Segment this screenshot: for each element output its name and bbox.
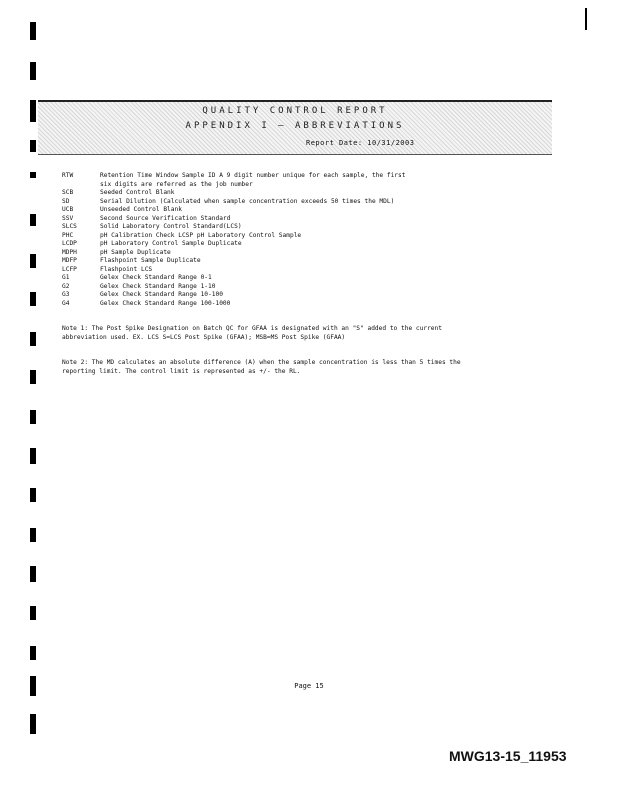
binder-mark [30, 172, 36, 178]
abbrev-desc: Flashpoint Sample Duplicate [100, 257, 201, 264]
list-item [62, 257, 512, 266]
abbrev-desc: pH Calibration Check LCSP pH Laboratory Control Sample [100, 231, 302, 239]
report-title: QUALITY CONTROL REPORT [202, 106, 388, 116]
abbrev-code: RTW [62, 172, 74, 179]
binder-mark [30, 22, 36, 40]
binder-mark [30, 714, 36, 734]
document-id: MWG13-15_11953 [449, 748, 567, 764]
list-item [62, 266, 512, 275]
abbrev-desc: Second Source Verification Standard [100, 214, 231, 222]
list-item [62, 249, 512, 258]
binder-mark [30, 214, 36, 226]
report-date: Report Date: 10/31/2003 [306, 139, 415, 147]
binder-mark [30, 566, 36, 582]
abbrev-desc: Unseeded Control Blank [100, 206, 182, 213]
list-item [62, 232, 512, 241]
list-item [62, 291, 512, 300]
list-item [62, 206, 512, 215]
binder-mark [30, 370, 36, 384]
list-item [62, 283, 512, 292]
abbrev-code: SSV [62, 214, 74, 222]
binder-mark [30, 410, 36, 424]
abbrev-desc: Seeded Control Blank [100, 189, 175, 196]
abbrev-code: UCB [62, 206, 74, 213]
abbrev-code: SCB [62, 189, 74, 196]
list-item [62, 198, 512, 207]
abbrev-code: G1 [62, 274, 70, 281]
abbrev-desc: Gelex Check Standard Range 100-1000 [100, 299, 231, 307]
abbrev-desc: pH Sample Duplicate [100, 248, 171, 256]
page-number: Page 15 [294, 682, 324, 690]
notes-section [62, 308, 512, 385]
abbrev-code: PHC [62, 231, 74, 239]
binder-mark [30, 646, 36, 660]
abbrev-desc: Flashpoint LCS [100, 265, 153, 273]
abbrev-code: LCFP [62, 265, 77, 273]
binder-mark [30, 292, 36, 306]
note-1: Note 1: The Post Spike Designation on Batch QC for GFAA is designated with an "S" added to the current abbreviation used. EX. LCS S=LCS Post Spike (GFAA); MSB=MS Post Spike (GFAA) [62, 325, 442, 341]
binder-mark [30, 62, 36, 80]
list-item [62, 240, 512, 249]
list-item [62, 274, 512, 283]
abbrev-code: LCDP [62, 240, 77, 247]
list-item [62, 189, 512, 198]
abbrev-code: G4 [62, 299, 70, 307]
report-subtitle: APPENDIX I — ABBREVIATIONS [185, 121, 405, 131]
binder-mark [30, 606, 36, 620]
binder-mark [30, 254, 36, 268]
abbrev-desc: Solid Laboratory Control Standard(LCS) [100, 223, 242, 230]
abbrev-code: MDPH [62, 248, 77, 256]
abbrev-desc: Gelex Check Standard Range 1-10 [100, 282, 216, 290]
abbrev-desc: Gelex Check Standard Range 0-1 [100, 274, 212, 281]
abbrev-code: SLCS [62, 223, 77, 230]
binder-mark [30, 528, 36, 542]
binder-mark [30, 332, 36, 346]
note-2: Note 2: The MD calculates an absolute difference (A) when the sample concentration is less than 5 times the reporting limit. The control limit is represented as +/- the RL. [62, 359, 461, 375]
list-item [62, 172, 512, 189]
abbrev-desc: Gelex Check Standard Range 10-100 [100, 291, 223, 298]
binder-mark [30, 488, 36, 502]
abbrev-desc: pH Laboratory Control Sample Duplicate [100, 240, 242, 247]
report-header [38, 100, 552, 155]
abbreviation-list [62, 172, 512, 308]
list-item [62, 215, 512, 224]
list-item [62, 300, 512, 309]
binder-mark [30, 448, 36, 464]
abbrev-code: SD [62, 197, 70, 205]
abbrev-code: G2 [62, 282, 70, 290]
abbrev-code: MDFP [62, 257, 77, 264]
abbrev-desc: Serial Dilution (Calculated when sample concentration exceeds 50 times the MDL) [100, 197, 395, 205]
list-item [62, 223, 512, 232]
abbrev-code: G3 [62, 291, 70, 298]
scan-mark-corner [585, 8, 587, 30]
binder-mark [30, 140, 36, 152]
abbrev-desc: Retention Time Window Sample ID A 9 digit number unique for each sample, the first six digits are referred as the job number [100, 172, 406, 188]
binder-mark [30, 100, 36, 122]
